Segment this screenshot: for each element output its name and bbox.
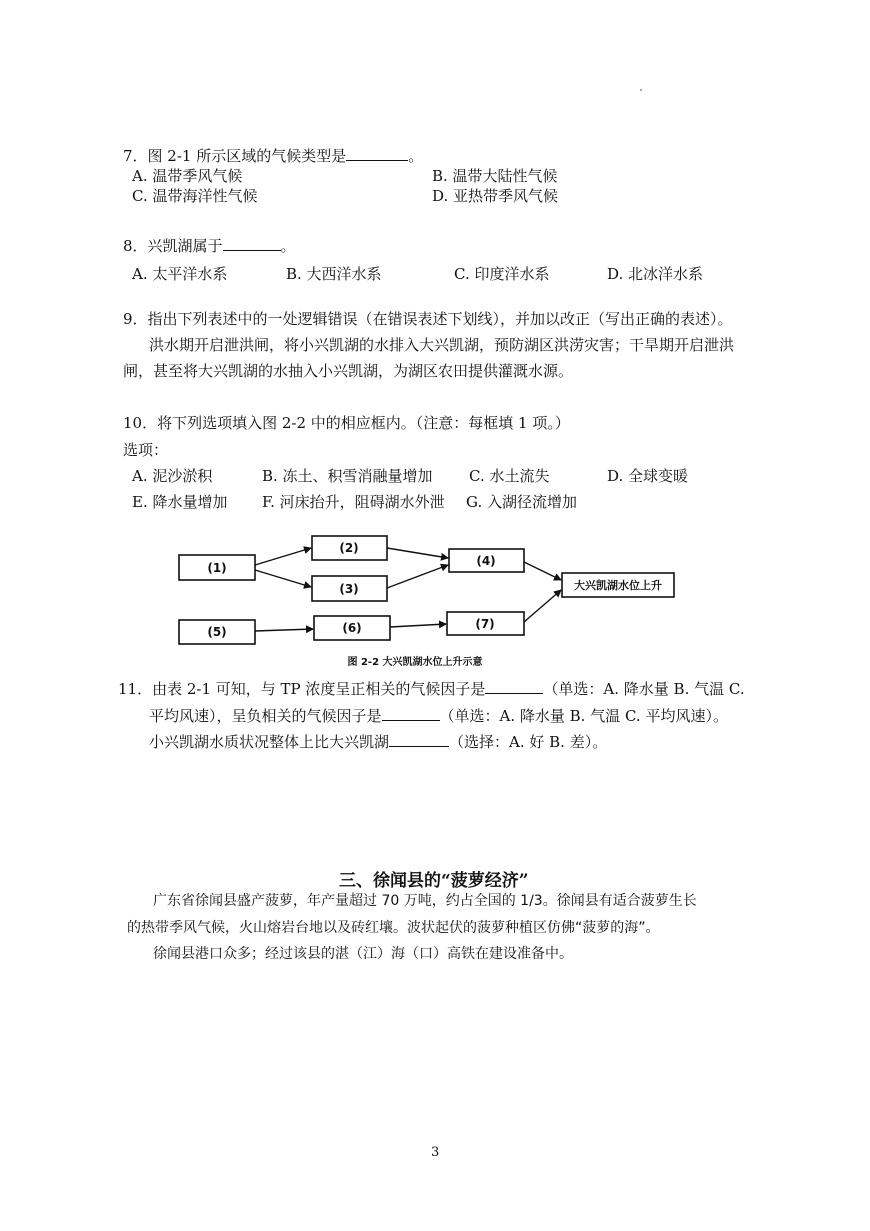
diagram-label-5: (5) (207, 625, 227, 639)
q11-blank-negative[interactable] (382, 706, 440, 721)
q10-options-label: 选项： (123, 441, 169, 459)
arrow-3-to-4 (387, 565, 448, 588)
diagram-label-6: (6) (342, 621, 362, 635)
q10-option-b: B. 冻土、积雪消融量增加 (262, 467, 433, 485)
q11-blank-positive[interactable] (485, 679, 543, 694)
q7-stem (123, 146, 423, 166)
diagram-label-4: (4) (476, 554, 496, 568)
diagram-result-label: 大兴凯湖水位上升 (574, 579, 662, 592)
q8-answer-blank[interactable] (223, 236, 281, 251)
q7-option-b: B. 温带大陆性气候 (432, 167, 558, 185)
q7-option-a: A. 温带季风气候 (132, 167, 243, 185)
q10-option-g: G. 入湖径流增加 (466, 493, 577, 511)
diagram-caption: 图 2-2 大兴凯湖水位上升示意 (347, 657, 483, 668)
q8-option-b: B. 大西洋水系 (286, 265, 382, 283)
q7-stem-end: 。 (408, 147, 424, 165)
q11-line-1 (118, 679, 745, 699)
section-3-para-line-1: 广东省徐闻县盛产菠萝，年产量超过 70 万吨，约占全国的 1/3。徐闻县有适合菠萝生长 (153, 893, 697, 909)
q8-option-c: C. 印度洋水系 (454, 265, 550, 283)
section-3-para-line-3: 徐闻县港口众多；经过该县的湛（江）海（口）高铁在建设准备中。 (153, 946, 573, 962)
q11-line-1-text: 11．由表 2-1 可知，与 TP 浓度呈正相关的气候因子是 (118, 680, 486, 698)
q7-answer-blank[interactable] (346, 146, 408, 161)
q9-statement-line-1: 洪水期开启泄洪闸，将小兴凯湖的水排入大兴凯湖，预防湖区洪涝灾害；干旱期开启泄洪 (149, 336, 735, 354)
q7-option-d: D. 亚热带季风气候 (432, 187, 559, 205)
q11-line-2-choices: （单选：A. 降水量 B. 气温 C. 平均风速）。 (439, 707, 728, 725)
arrow-5-to-6 (255, 629, 313, 631)
q10-option-a: A. 泥沙淤积 (132, 467, 213, 485)
q10-option-c: C. 水土流失 (469, 467, 550, 485)
q11-line-3 (149, 732, 607, 752)
q11-line-1-choices: （单选：A. 降水量 B. 气温 C. (543, 680, 745, 698)
diagram-label-7: (7) (475, 617, 495, 631)
q8-stem-end: 。 (280, 237, 296, 255)
flow-diagram (170, 530, 710, 670)
arrow-1-to-2 (255, 548, 311, 565)
scan-speck (640, 89, 642, 91)
q7-stem-text: 7．图 2-1 所示区域的气候类型是 (123, 147, 347, 165)
arrow-2-to-4 (387, 548, 448, 558)
q11-line-3-text: 小兴凯湖水质状况整体上比大兴凯湖 (149, 733, 390, 751)
q8-option-d: D. 北冰洋水系 (607, 265, 704, 283)
q7-option-c: C. 温带海洋性气候 (132, 187, 258, 205)
q8-option-a: A. 太平洋水系 (132, 265, 228, 283)
arrow-4-to-result (524, 562, 561, 580)
section-3-title: 三、徐闻县的“菠萝经济” (339, 871, 529, 891)
q10-option-e: E. 降水量增加 (132, 493, 228, 511)
q10-option-d: D. 全球变暖 (607, 467, 689, 485)
section-3-para-line-2: 的热带季风气候，火山熔岩台地以及砖红壤。波状起伏的菠萝种植区仿佛“菠萝的海”。 (127, 920, 660, 936)
q10-stem: 10．将下列选项填入图 2-2 中的相应框内。（注意：每框填 1 项。） (123, 414, 570, 432)
q8-stem (123, 236, 296, 256)
q11-line-3-choices: （选择：A. 好 B. 差）。 (449, 733, 608, 751)
q10-option-f: F. 河床抬升，阻碍湖水外泄 (262, 493, 445, 511)
arrow-7-to-result (524, 590, 561, 622)
diagram-label-1: (1) (207, 561, 227, 575)
arrow-1-to-3 (255, 570, 311, 587)
arrow-6-to-7 (390, 624, 446, 627)
q11-line-2-text: 平均风速），呈负相关的气候因子是 (149, 707, 382, 725)
diagram-label-3: (3) (339, 582, 359, 596)
page-number: 3 (431, 1145, 440, 1160)
q9-statement-line-2: 闸，甚至将大兴凯湖的水抽入小兴凯湖，为湖区农田提供灌溉水源。 (123, 362, 574, 380)
q11-blank-quality[interactable] (389, 732, 449, 747)
diagram-label-2: (2) (339, 541, 359, 555)
q11-line-2 (149, 706, 728, 726)
q8-stem-text: 8．兴凯湖属于 (123, 237, 223, 255)
q9-stem: 9．指出下列表述中的一处逻辑错误（在错误表述下划线），并加以改正（写出正确的表述）。 (123, 310, 733, 328)
